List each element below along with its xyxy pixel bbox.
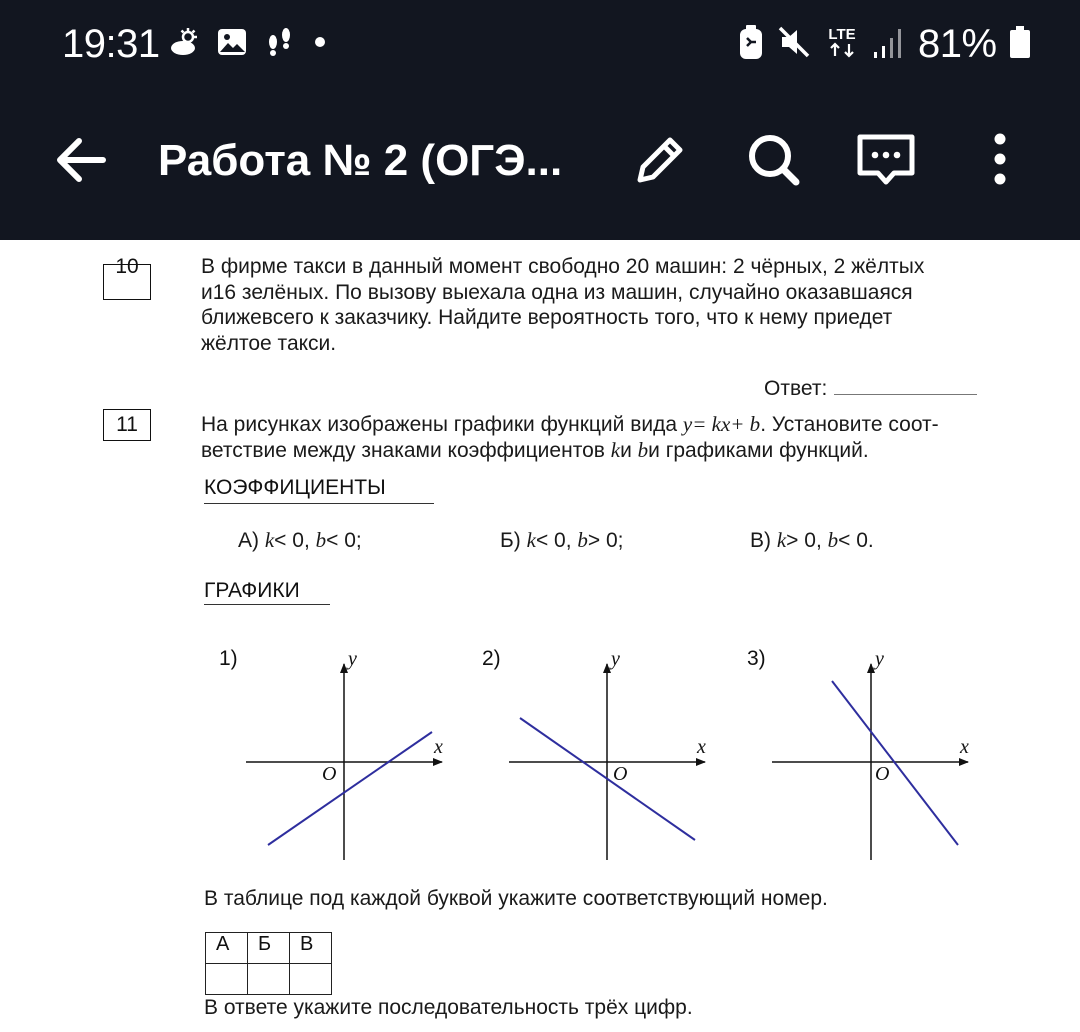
option-k: k — [776, 528, 787, 552]
battery-percent: 81% — [918, 21, 997, 66]
answer-table-value-row — [206, 964, 332, 995]
option-k: k — [264, 528, 275, 552]
status-icons-left — [168, 24, 330, 64]
task-11-line-2 — [201, 438, 939, 464]
answer-table — [205, 932, 332, 995]
option-letter: А) — [238, 529, 259, 552]
edit-button[interactable] — [630, 128, 692, 190]
answer-label: Ответ: — [764, 377, 828, 400]
final-instruction: В ответе укажите последовательность трёх цифр. — [204, 996, 693, 1019]
graph-label: 3) — [747, 647, 766, 670]
graph-label: 1) — [219, 647, 238, 670]
answer-cell-v[interactable] — [290, 964, 332, 995]
answer-line — [834, 394, 977, 395]
task-10-line: и16 зелёных. По вызову выехала одна из машин, случайно оказавшаяся — [201, 280, 913, 304]
svg-text:LTE: LTE — [828, 25, 856, 43]
back-arrow-icon — [53, 136, 107, 184]
task-11-text-part: На рисунках изображены графики функций вида — [201, 413, 683, 436]
graphs-figure — [0, 620, 1080, 870]
graphs-underline — [204, 604, 330, 605]
origin-label: O — [875, 763, 890, 785]
option-b: b — [827, 528, 839, 552]
graph-1 — [219, 647, 443, 860]
task-10-line: ближевсего к заказчику. Найдите вероятность того, что к нему приедет — [201, 306, 893, 329]
task-10-line: В фирме такси в данный момент свободно 20 машин: 2 чёрных, 2 жёлтых — [201, 255, 925, 278]
option-v — [750, 528, 874, 554]
status-icons-right — [738, 21, 1031, 66]
status-time: 19:31 — [62, 22, 160, 66]
option-b — [500, 528, 624, 554]
coef-k: k — [610, 437, 621, 462]
battery-icon — [1009, 24, 1031, 65]
function-line — [268, 732, 432, 845]
battery-saver-icon — [738, 24, 764, 65]
task-11-text-part: ветствие между знаками коэффициентов — [201, 438, 611, 462]
option-letter: Б) — [500, 529, 521, 552]
signal-icon — [872, 24, 906, 65]
task-11-number: 11 — [103, 409, 151, 441]
x-axis-label: x — [697, 736, 706, 758]
option-b-cond: < 0. — [838, 529, 874, 552]
back-button[interactable] — [50, 130, 110, 190]
x-axis-label: x — [434, 736, 443, 758]
table-instruction: В таблице под каждой буквой укажите соответствующий номер. — [204, 887, 828, 910]
search-icon — [744, 130, 802, 188]
task-11-line-1 — [201, 412, 939, 438]
option-k-cond: > 0, — [786, 529, 828, 552]
answer-table-header-row — [206, 933, 332, 964]
answer-table-header: В — [290, 933, 332, 964]
answer-table-header: А — [206, 933, 248, 964]
weather-icon — [168, 27, 202, 62]
y-axis-label: y — [611, 648, 620, 670]
lte-icon — [824, 24, 860, 65]
answer-cell-a[interactable] — [206, 964, 248, 995]
comment-icon — [854, 129, 918, 189]
y-axis-label: y — [348, 648, 357, 670]
graphs-heading: ГРАФИКИ — [204, 579, 300, 602]
more-vert-icon — [990, 131, 1010, 187]
task-11-text-part: . Установите соот- — [760, 413, 939, 436]
task-10-text — [201, 254, 924, 356]
dot-icon — [310, 32, 330, 57]
image-icon — [216, 27, 248, 62]
function-line — [832, 681, 958, 845]
x-axis-label: x — [960, 736, 969, 758]
document-page[interactable] — [0, 240, 1080, 1032]
coef-b: b — [637, 437, 649, 462]
comment-button[interactable] — [852, 128, 920, 190]
option-b-cond: < 0; — [326, 529, 362, 552]
more-options-button[interactable] — [978, 128, 1022, 190]
y-axis-label: y — [875, 648, 884, 670]
coefficients-heading: КОЭФФИЦИЕНТЫ — [204, 476, 386, 499]
mute-icon — [776, 24, 812, 65]
option-a — [238, 528, 362, 554]
coefficients-underline — [204, 503, 434, 504]
option-k-cond: < 0, — [535, 529, 578, 552]
graph-label: 2) — [482, 647, 501, 670]
option-k-cond: < 0, — [274, 529, 316, 552]
task-11-text — [201, 412, 939, 463]
search-button[interactable] — [742, 128, 804, 190]
option-k: k — [526, 528, 536, 552]
task-10-line: жёлтое такси. — [201, 331, 337, 355]
app-bar — [0, 0, 1080, 240]
task-10-number: 10 — [103, 264, 151, 300]
graph-3 — [747, 647, 969, 860]
origin-label: O — [613, 763, 628, 785]
formula: y= kx+ b — [682, 412, 761, 436]
edit-pencil-icon — [632, 130, 690, 188]
option-b: b — [315, 528, 327, 552]
origin-label: O — [322, 763, 337, 785]
document-title: Работа № 2 (ОГЭ... — [158, 136, 563, 185]
footsteps-icon — [262, 26, 296, 63]
answer-table-header: Б — [248, 933, 290, 964]
task-11-text-part: и — [620, 438, 638, 462]
graph-2 — [482, 647, 706, 860]
answer-cell-b[interactable] — [248, 964, 290, 995]
option-b-cond: > 0; — [587, 529, 624, 552]
option-letter: В) — [750, 529, 771, 552]
task-11-text-part: и графиками функций. — [648, 438, 869, 462]
option-b: b — [577, 528, 588, 552]
